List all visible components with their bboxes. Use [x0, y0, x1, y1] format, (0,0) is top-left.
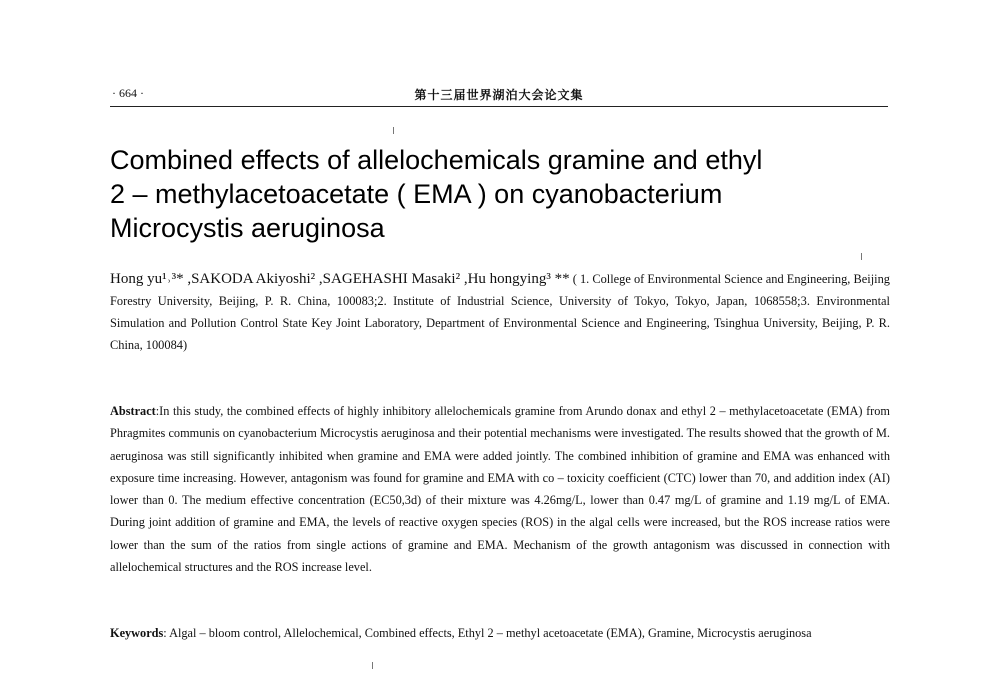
author-block: [110, 268, 890, 356]
title-line-3: Microcystis aeruginosa: [110, 213, 385, 243]
abstract-text: :In this study, the combined effects of highly inhibitory allelochemicals gramine from Arundo donax and ethyl 2 – methylacetoacetate (EMA) from Phragmites communis on cyanobacterium Microcystis aeruginosa and their potential mechanisms were investigated. The results showed that the growth of M. aeruginosa was still significantly inhibited when gramine and EMA were added jointly. The combined inhibition of gramine and EMA was enhanced with exposure time increasing. However, antagonism was found for gramine and EMA with co – toxicity coefficient (CTC) lower than 70, and addition index (AI) lower than 0. The medium effective concentration (EC50,3d) of their mixture was 4.26mg/L, lower than 0.47 mg/L of gramine and 1.19 mg/L of EMA. During joint addition of gramine and EMA, the levels of reactive oxygen species (ROS) in the algal cells were increased, but the ROS increase ratios were lower than the sum of the ratios from single actions of gramine and EMA. Mechanism of the growth antagonism was discussed in connection with allelochemical structures and the ROS increase level.: [110, 404, 890, 575]
article-title: [110, 143, 870, 245]
keywords-label: Keywords: [110, 626, 164, 640]
abstract: [110, 400, 890, 578]
scan-mark: [393, 127, 394, 134]
page-number: · 664 ·: [112, 86, 144, 100]
author-names: Hong yu¹˒³* ,SAKODA Akiyoshi² ,SAGEHASHI Masaki² ,Hu hongying³ **: [110, 271, 570, 287]
abstract-label: Abstract: [110, 404, 156, 418]
title-line-1: Combined effects of allelochemicals gramine and ethyl: [110, 145, 763, 175]
keywords: [110, 622, 890, 644]
scan-mark: [861, 253, 862, 260]
journal-title: 第十三届世界湖泊大会论文集: [414, 88, 584, 102]
affiliations: ( 1. College of Environmental Science and Engineering, Beijing Forestry University, Beijing, P. R. China, 100083;2. Institute of Industrial Science, University of Tokyo, Tokyo, Japan, 1068558;3. Environmental Simulation and Pollution Control State Key Joint Laboratory, Department of Environmental Science and Engineering, Tsinghua University, Beijing, P. R. China, 100084): [110, 272, 890, 352]
running-header: [110, 86, 888, 107]
title-line-2: 2 – methylacetoacetate ( EMA ) on cyanobacterium: [110, 179, 723, 209]
keywords-text: : Algal – bloom control, Allelochemical, Combined effects, Ethyl 2 – methyl acetoacetate (EMA), Gramine, Microcystis aeruginosa: [163, 626, 812, 640]
scan-mark: [372, 662, 373, 669]
